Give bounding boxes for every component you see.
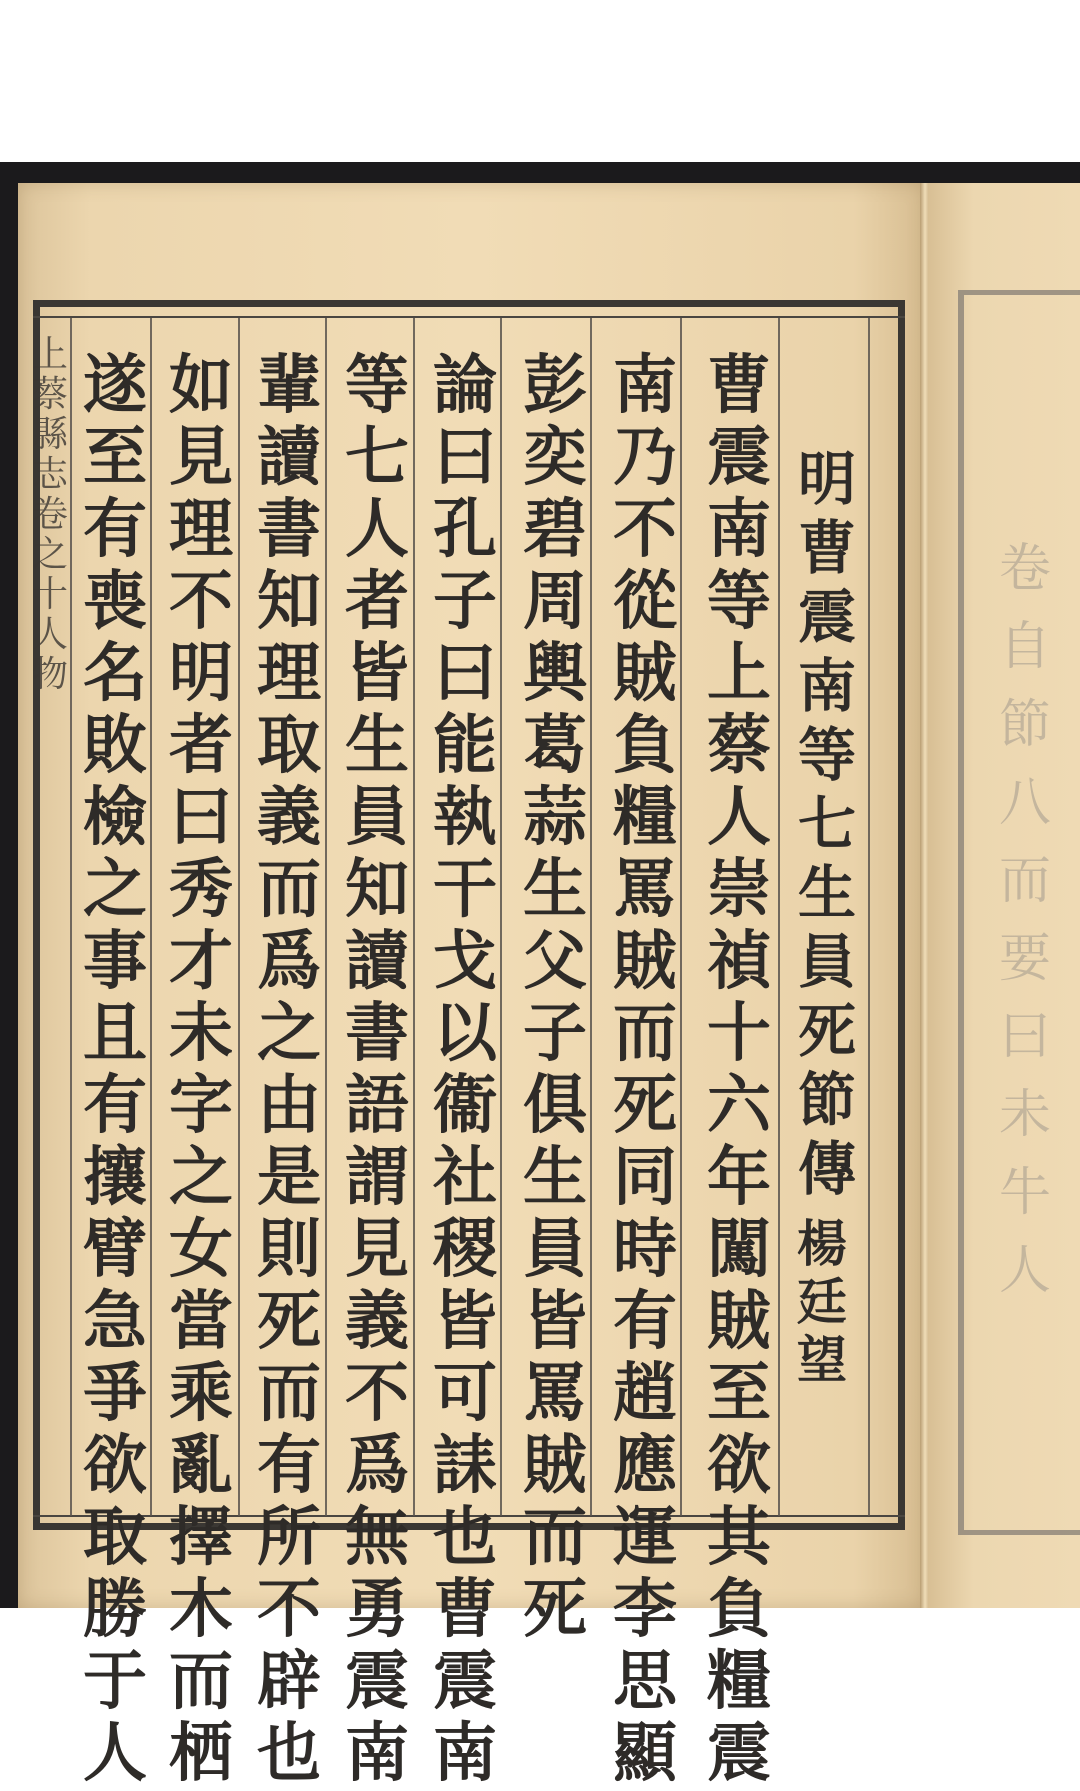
glyph: 之	[257, 996, 321, 1071]
glyph: 葛	[523, 708, 587, 783]
glyph: 自	[998, 617, 1051, 677]
glyph: 賊	[613, 924, 677, 999]
glyph: 不	[169, 564, 233, 639]
glyph: 而	[257, 1356, 321, 1431]
glyph: 栖	[169, 1716, 233, 1791]
glyph: 皆	[433, 1284, 497, 1359]
glyph: 人	[998, 1241, 1051, 1301]
glyph: 理	[169, 492, 233, 567]
glyph: 從	[613, 564, 677, 639]
glyph: 人	[31, 614, 68, 655]
glyph: 是	[257, 1140, 321, 1215]
glyph: 震	[433, 1644, 497, 1719]
glyph: 八	[998, 773, 1051, 833]
glyph: 者	[169, 708, 233, 783]
glyph: 取	[257, 708, 321, 783]
glyph: 社	[433, 1140, 497, 1215]
glyph: 之	[31, 534, 68, 575]
glyph: 皆	[345, 636, 409, 711]
glyph: 賊	[613, 636, 677, 711]
glyph: 明	[169, 636, 233, 711]
glyph: 爲	[257, 924, 321, 999]
text-column-8	[74, 350, 156, 1790]
glyph: 而	[257, 852, 321, 927]
glyph: 女	[169, 1212, 233, 1287]
glyph: 糧	[707, 1644, 771, 1719]
glyph: 臂	[83, 1212, 147, 1287]
glyph: 上	[31, 334, 68, 375]
glyph: 無	[345, 1500, 409, 1575]
margin-caption	[30, 335, 70, 695]
glyph: 喪	[83, 564, 147, 639]
glyph: 七	[797, 790, 856, 858]
glyph: 蔡	[707, 708, 771, 783]
glyph: 書	[257, 492, 321, 567]
glyph: 擇	[169, 1500, 233, 1575]
text-column-2	[604, 350, 686, 1790]
glyph: 楊	[797, 1214, 847, 1273]
column-rule	[868, 318, 870, 1516]
glyph: 亂	[169, 1428, 233, 1503]
glyph: 義	[345, 1284, 409, 1359]
glyph: 字	[169, 1068, 233, 1143]
glyph: 員	[797, 928, 856, 996]
glyph: 能	[433, 708, 497, 783]
glyph: 生	[797, 859, 856, 927]
glyph: 讀	[257, 420, 321, 495]
glyph: 節	[998, 695, 1051, 755]
glyph: 當	[169, 1284, 233, 1359]
glyph: 員	[523, 1212, 587, 1287]
glyph: 不	[613, 492, 677, 567]
glyph: 見	[169, 420, 233, 495]
glyph: 卷	[31, 494, 68, 535]
glyph: 木	[169, 1572, 233, 1647]
glyph: 震	[345, 1644, 409, 1719]
glyph: 謂	[345, 1140, 409, 1215]
text-column-3	[514, 350, 596, 1646]
glyph: 而	[523, 1500, 587, 1575]
glyph: 勝	[83, 1572, 147, 1647]
glyph: 等	[797, 721, 856, 789]
glyph: 縣	[31, 414, 68, 455]
glyph: 李	[613, 1572, 677, 1647]
glyph: 勇	[345, 1572, 409, 1647]
glyph: 乘	[169, 1356, 233, 1431]
glyph: 語	[345, 1068, 409, 1143]
glyph: 俱	[523, 1068, 587, 1143]
glyph: 曹	[433, 1572, 497, 1647]
glyph: 急	[83, 1284, 147, 1359]
glyph: 上	[707, 636, 771, 711]
glyph: 執	[433, 780, 497, 855]
glyph: 負	[613, 708, 677, 783]
glyph: 十	[31, 574, 68, 615]
author-name	[792, 1215, 852, 1389]
glyph: 且	[83, 996, 147, 1071]
glyph: 衞	[433, 1068, 497, 1143]
glyph: 南	[707, 492, 771, 567]
glyph: 同	[613, 1140, 677, 1215]
glyph: 知	[345, 852, 409, 927]
text-column-7	[160, 350, 242, 1790]
glyph: 如	[169, 348, 233, 423]
glyph: 書	[345, 996, 409, 1071]
glyph: 取	[83, 1500, 147, 1575]
glyph: 曰	[433, 636, 497, 711]
glyph: 欲	[83, 1428, 147, 1503]
title-column	[786, 445, 868, 1204]
glyph: 父	[523, 924, 587, 999]
glyph: 顯	[613, 1716, 677, 1791]
glyph: 生	[523, 1140, 587, 1215]
glyph: 有	[83, 492, 147, 567]
glyph: 糧	[613, 780, 677, 855]
glyph: 爲	[345, 1428, 409, 1503]
glyph: 也	[257, 1716, 321, 1791]
glyph: 望	[797, 1330, 847, 1389]
glyph: 稷	[433, 1212, 497, 1287]
glyph: 南	[345, 1716, 409, 1791]
glyph: 而	[613, 996, 677, 1071]
glyph: 十	[707, 996, 771, 1071]
glyph: 理	[257, 636, 321, 711]
glyph: 欲	[707, 1428, 771, 1503]
glyph: 要	[998, 929, 1051, 989]
glyph: 干	[433, 852, 497, 927]
glyph: 卷	[998, 539, 1051, 599]
glyph: 曰	[169, 780, 233, 855]
glyph: 南	[433, 1716, 497, 1791]
text-column-6	[248, 350, 330, 1790]
glyph: 闖	[707, 1212, 771, 1287]
glyph: 義	[257, 780, 321, 855]
glyph: 南	[797, 652, 856, 720]
glyph: 所	[257, 1500, 321, 1575]
glyph: 不	[257, 1572, 321, 1647]
glyph: 生	[345, 708, 409, 783]
glyph: 戈	[433, 924, 497, 999]
glyph: 奕	[523, 420, 587, 495]
glyph: 志	[31, 454, 68, 495]
text-column-1	[698, 350, 780, 1790]
glyph: 等	[345, 348, 409, 423]
glyph: 誄	[433, 1428, 497, 1503]
glyph: 知	[257, 564, 321, 639]
glyph: 孔	[433, 492, 497, 567]
glyph: 物	[31, 654, 68, 695]
glyph: 才	[169, 924, 233, 999]
glyph: 遂	[83, 348, 147, 423]
glyph: 由	[257, 1068, 321, 1143]
glyph: 牛	[998, 1163, 1051, 1223]
glyph: 事	[83, 924, 147, 999]
glyph: 生	[523, 852, 587, 927]
glyph: 名	[83, 636, 147, 711]
glyph: 未	[169, 996, 233, 1071]
glyph: 乃	[613, 420, 677, 495]
glyph: 而	[998, 851, 1051, 911]
glyph: 年	[707, 1140, 771, 1215]
glyph: 等	[707, 564, 771, 639]
glyph: 有	[83, 1068, 147, 1143]
glyph: 思	[613, 1644, 677, 1719]
glyph: 震	[707, 1716, 771, 1791]
glyph: 節	[797, 1066, 856, 1134]
glyph: 爭	[83, 1356, 147, 1431]
glyph: 見	[345, 1212, 409, 1287]
glyph: 六	[707, 1068, 771, 1143]
glyph: 賊	[707, 1284, 771, 1359]
text-column-5	[336, 350, 418, 1790]
glyph: 子	[523, 996, 587, 1071]
glyph: 輩	[257, 348, 321, 423]
glyph: 震	[797, 583, 856, 651]
glyph: 禎	[707, 924, 771, 999]
glyph: 員	[345, 780, 409, 855]
glyph: 蔡	[31, 374, 68, 415]
glyph: 而	[169, 1644, 233, 1719]
glyph: 罵	[613, 852, 677, 927]
glyph: 攘	[83, 1140, 147, 1215]
glyph: 可	[433, 1356, 497, 1431]
frame-inner-top-rule	[33, 316, 905, 318]
column-rule	[70, 318, 72, 1516]
glyph: 曹	[797, 514, 856, 582]
glyph: 震	[707, 420, 771, 495]
glyph: 罵	[523, 1356, 587, 1431]
glyph: 人	[83, 1716, 147, 1791]
glyph: 死	[613, 1068, 677, 1143]
text-column-4	[424, 350, 506, 1790]
glyph: 曰	[433, 420, 497, 495]
glyph: 負	[707, 1572, 771, 1647]
glyph: 讀	[345, 924, 409, 999]
glyph: 至	[83, 420, 147, 495]
glyph: 趙	[613, 1356, 677, 1431]
glyph: 明	[797, 445, 856, 513]
glyph: 者	[345, 564, 409, 639]
glyph: 蒜	[523, 780, 587, 855]
glyph: 死	[257, 1284, 321, 1359]
glyph: 于	[83, 1644, 147, 1719]
glyph: 碧	[523, 492, 587, 567]
glyph: 也	[433, 1500, 497, 1575]
glyph: 運	[613, 1500, 677, 1575]
glyph: 曰	[998, 1007, 1051, 1067]
glyph: 人	[707, 780, 771, 855]
glyph: 人	[345, 492, 409, 567]
glyph: 未	[998, 1085, 1051, 1145]
glyph: 皆	[523, 1284, 587, 1359]
glyph: 辟	[257, 1644, 321, 1719]
glyph: 賊	[523, 1428, 587, 1503]
glyph: 敗	[83, 708, 147, 783]
right-page-ghost-text	[995, 530, 1055, 1310]
glyph: 其	[707, 1500, 771, 1575]
glyph: 應	[613, 1428, 677, 1503]
glyph: 南	[613, 348, 677, 423]
glyph: 崇	[707, 852, 771, 927]
glyph: 子	[433, 564, 497, 639]
glyph: 則	[257, 1212, 321, 1287]
glyph: 秀	[169, 852, 233, 927]
glyph: 有	[257, 1428, 321, 1503]
glyph: 彭	[523, 348, 587, 423]
glyph: 死	[797, 997, 856, 1065]
glyph: 不	[345, 1356, 409, 1431]
glyph: 死	[523, 1572, 587, 1647]
glyph: 七	[345, 420, 409, 495]
glyph: 之	[83, 852, 147, 927]
glyph: 有	[613, 1284, 677, 1359]
glyph: 論	[433, 348, 497, 423]
glyph: 廷	[797, 1272, 847, 1331]
glyph: 以	[433, 996, 497, 1071]
glyph: 曹	[707, 348, 771, 423]
glyph: 周	[523, 564, 587, 639]
glyph: 輿	[523, 636, 587, 711]
glyph: 時	[613, 1212, 677, 1287]
glyph: 至	[707, 1356, 771, 1431]
glyph: 檢	[83, 780, 147, 855]
glyph: 之	[169, 1140, 233, 1215]
glyph: 傳	[797, 1135, 856, 1203]
